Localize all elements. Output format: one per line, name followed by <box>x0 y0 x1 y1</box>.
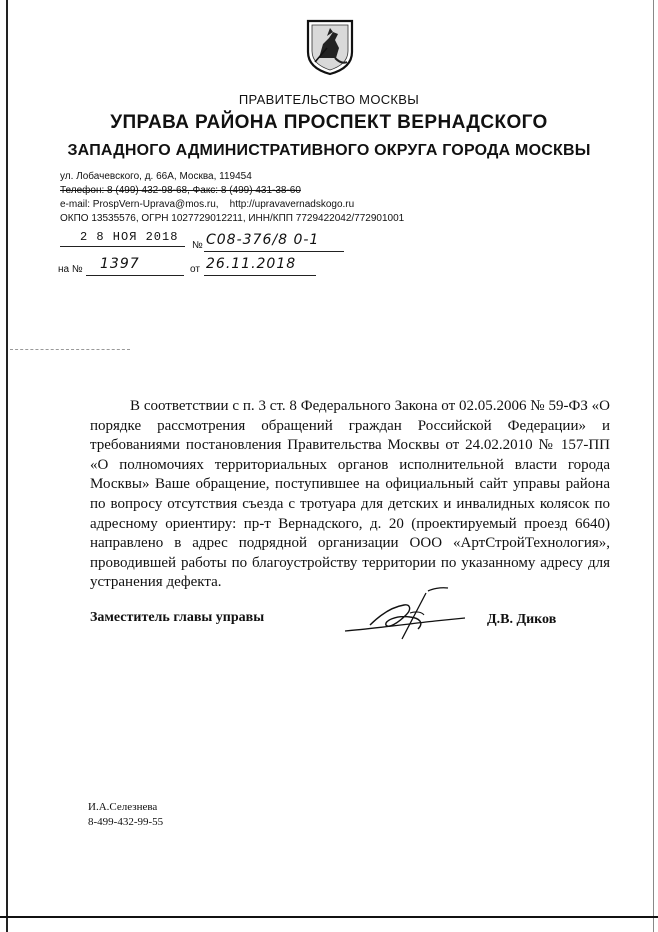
scan-edge-left <box>6 0 8 932</box>
letter-body: В соответствии с п. 3 ст. 8 Федерального Закона от 02.05.2006 № 59-ФЗ «О порядке рассмотрения обращений граждан Российской Федерации» и требованиями постановления Правительства Москвы от 24.02.2010 № 157-ПП «О полномочиях территориальных органов исполнительной власти города Москвы» Ваше обращение, поступившее на официальный сайт управы района по вопросу отсутствия съезда с тротуара для детских и инвалидных колясок по адресному ориентиру: пр-т Вернадского, д. 20 (проектируемый проезд 6640) направлено в адрес подрядной организации ООО «АртСтройТехнология», проводившей работы по благоустройству территории по указанному адресу для устранения дефекта. <box>90 398 610 591</box>
handwritten-signature-icon <box>340 585 470 645</box>
email-line <box>60 198 404 212</box>
executor-name: И.А.Селезнева <box>88 801 158 813</box>
address: ул. Лобачевского, д. 66А, Москва, 119454 <box>60 171 252 182</box>
website: http://upravavernadskogo.ru <box>229 199 355 210</box>
scan-dotted-mark <box>10 349 130 350</box>
signer-name: Д.В. Диков <box>487 612 557 627</box>
stamp-date-underline <box>60 246 185 247</box>
ref-date-label: от <box>190 264 200 275</box>
registration-number: С08-376/8 0-1 <box>206 232 320 248</box>
ref-date: 26.11.2018 <box>206 256 297 272</box>
executor-block <box>88 800 163 830</box>
uprava-name: УПРАВА РАЙОНА ПРОСПЕКТ ВЕРНАДСКОГО <box>110 112 548 133</box>
ref-number: 1397 <box>100 256 140 272</box>
moscow-coat-of-arms-icon <box>305 18 355 76</box>
okrug-name: ЗАПАДНОГО АДМИНИСТРАТИВНОГО ОКРУГА ГОРОДА МОСКВЫ <box>67 142 591 159</box>
email: e-mail: ProspVern-Uprava@mos.ru, <box>60 199 219 210</box>
phone-fax: Телефон: 8 (499) 432-98-68, Факс: 8 (499) 431-38-60 <box>60 185 301 196</box>
number-label: № <box>192 240 203 251</box>
number-underline <box>204 251 344 252</box>
ref-label: на № <box>58 264 83 275</box>
scan-edge-right <box>653 0 654 932</box>
government-name: ПРАВИТЕЛЬСТВО МОСКВЫ <box>238 92 420 107</box>
executor-phone: 8-499-432-99-55 <box>88 816 164 828</box>
contacts-block <box>60 170 404 226</box>
ref-date-underline <box>204 275 316 276</box>
requisites: ОКПО 13535576, ОГРН 1027729012211, ИНН/КПП 7729422042/772901001 <box>60 213 405 224</box>
registration-stamp-date: 2 8 НОЯ 2018 <box>80 230 179 244</box>
ref-number-underline <box>86 275 184 276</box>
signer-title: Заместитель главы управы <box>90 610 265 625</box>
scan-edge-bottom <box>0 916 658 918</box>
